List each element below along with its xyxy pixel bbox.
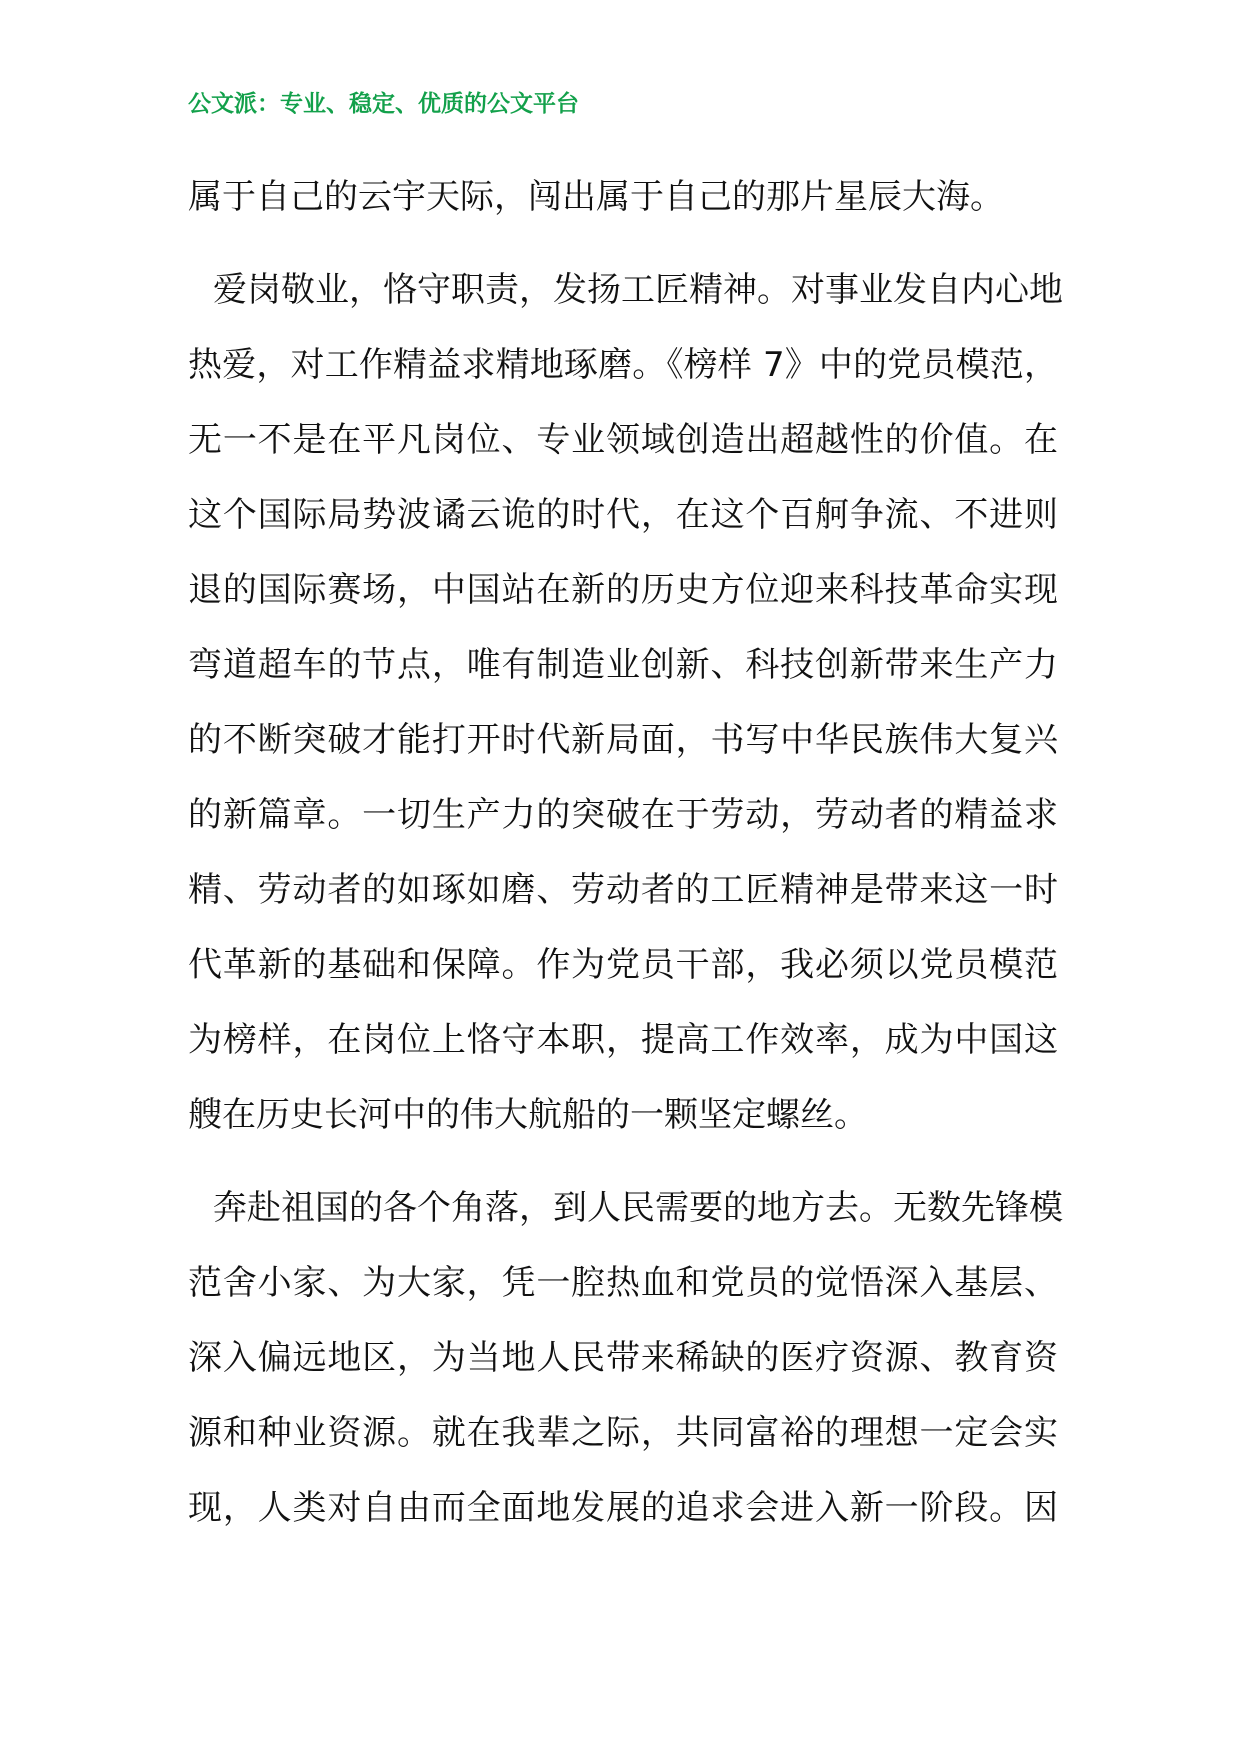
paragraph-gap (188, 1153, 1058, 1171)
text-line: 艘在历史长河中的伟大航船的一颗坚定螺丝。 (188, 1095, 868, 1135)
text-line: 爱岗敬业，恪守职责，发扬工匠精神。对事业发自内心地 (213, 270, 1063, 310)
paragraph-gap (188, 235, 1058, 253)
text-line: 范舍小家、为大家，凭一腔热血和党员的觉悟深入基层、 (188, 1263, 1058, 1303)
text-line: 深入偏远地区，为当地人民带来稀缺的医疗资源、教育资 (188, 1338, 1058, 1378)
text-line: 奔赴祖国的各个角落，到人民需要的地方去。无数先锋模 (213, 1188, 1063, 1228)
text-line: 热爱，对工作精益求精地琢磨。《榜样 7》中的党员模范， (188, 345, 1058, 385)
text-line: 精、劳动者的如琢如磨、劳动者的工匠精神是带来这一时 (188, 870, 1058, 910)
text-line: 属于自己的云宇天际，闯出属于自己的那片星辰大海。 (188, 177, 1004, 217)
text-line: 的不断突破才能打开时代新局面，书写中华民族伟大复兴 (188, 720, 1058, 760)
text-line: 弯道超车的节点，唯有制造业创新、科技创新带来生产力 (188, 645, 1058, 685)
text-line: 代革新的基础和保障。作为党员干部，我必须以党员模范 (188, 945, 1058, 985)
text-line: 现，人类对自由而全面地发展的追求会进入新一阶段。因 (188, 1488, 1058, 1528)
text-line: 这个国际局势波谲云诡的时代，在这个百舸争流、不进则 (188, 495, 1058, 535)
page-header: 公文派：专业、稳定、优质的公文平台 (188, 90, 579, 117)
text-line: 的新篇章。一切生产力的突破在于劳动，劳动者的精益求 (188, 795, 1058, 835)
text-line: 为榜样，在岗位上恪守本职，提高工作效率，成为中国这 (188, 1020, 1058, 1060)
text-line: 源和种业资源。就在我辈之际，共同富裕的理想一定会实 (188, 1413, 1058, 1453)
document-body (188, 160, 1063, 1546)
text-line: 无一不是在平凡岗位、专业领域创造出超越性的价值。在 (188, 420, 1058, 460)
text-line: 退的国际赛场，中国站在新的历史方位迎来科技革命实现 (188, 570, 1058, 610)
